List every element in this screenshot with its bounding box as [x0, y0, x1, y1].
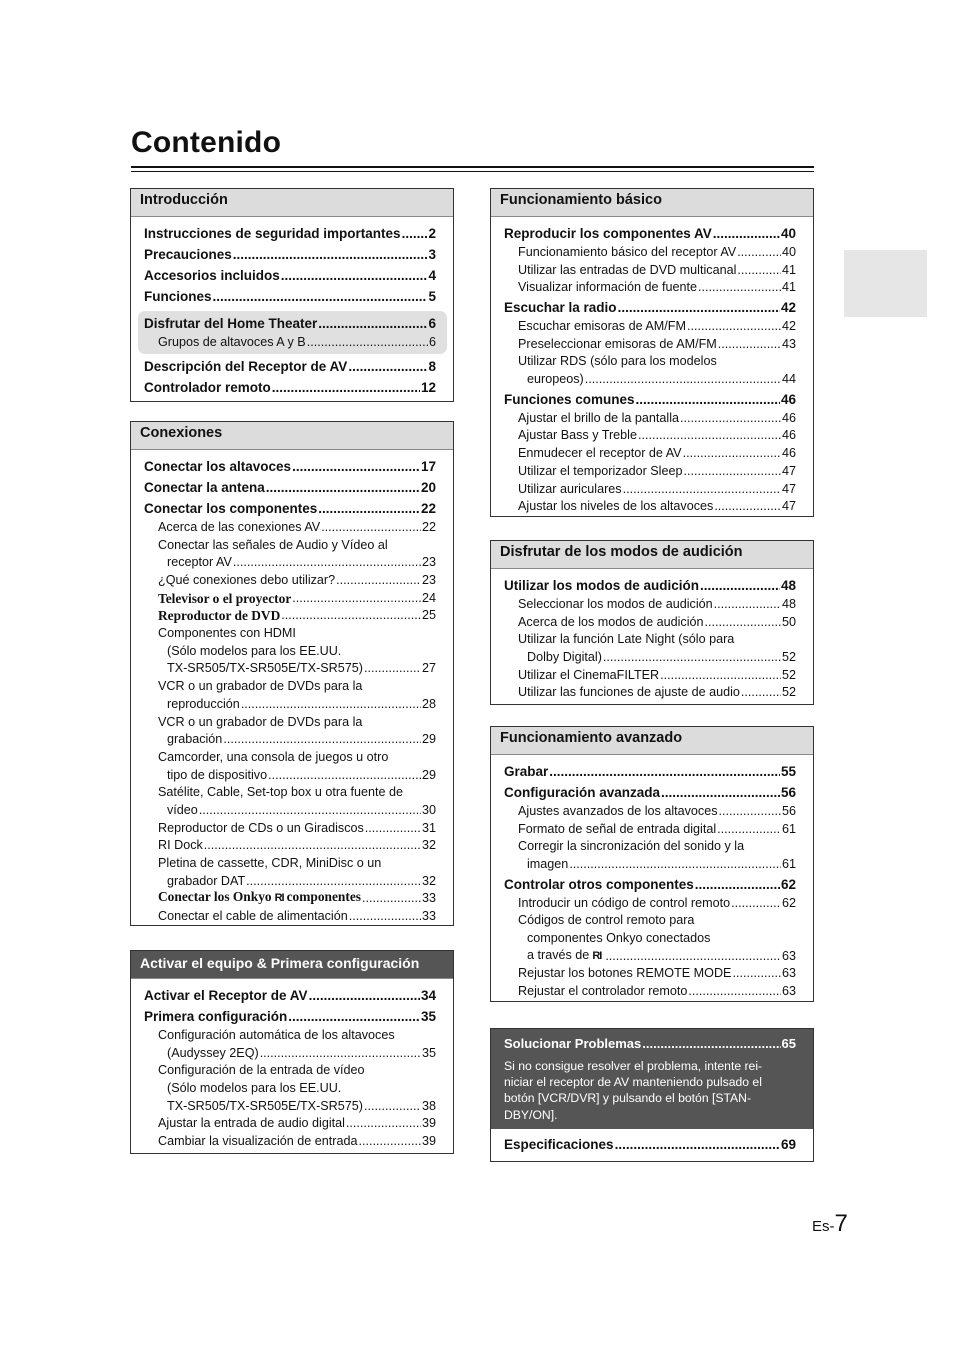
toc-entry[interactable]: Controlar otros componentes ..... 62	[504, 874, 796, 895]
toc-subentry[interactable]: Funcionamiento básico del receptor AV ..... 40	[504, 244, 796, 262]
toc-subentry[interactable]: tipo de dispositivo ..... 29	[144, 767, 436, 785]
toc-subentry[interactable]: Preseleccionar emisoras de AM/FM ..... 43	[504, 336, 796, 354]
toc-entry[interactable]: Especificaciones ..... 69	[504, 1134, 796, 1155]
toc-subentry[interactable]: Formato de señal de entrada digital ..... 61	[504, 821, 796, 839]
toc-subentry[interactable]: vídeo ..... 30	[144, 802, 436, 820]
toc-entry[interactable]: Solucionar Problemas ..... 65	[504, 1033, 796, 1054]
section-heading: Conexiones	[131, 422, 453, 450]
toc-entry[interactable]: Configuración avanzada ..... 56	[504, 782, 796, 803]
toc-subentry-line: Configuración automática de los altavoces	[158, 1028, 395, 1042]
toc-entry[interactable]: Funciones ..... 5	[144, 286, 436, 307]
toc-entry[interactable]: Disfrutar del Home Theater ..... 6	[144, 313, 436, 334]
toc-subentry[interactable]: Ajustar Bass y Treble ..... 46	[504, 428, 796, 446]
page-title: Contenido	[131, 126, 282, 159]
toc-entry[interactable]: Accesorios incluidos ..... 4	[144, 265, 436, 286]
title-rule	[131, 166, 814, 168]
toc-subentry[interactable]: Acerca de las conexiones AV ..... 22	[144, 519, 436, 537]
toc-subentry-line: VCR o un grabador de DVDs para la	[158, 679, 363, 694]
section-heading: Disfrutar de los modos de audición	[491, 541, 813, 569]
title-rule-thin	[131, 171, 814, 172]
toc-entry[interactable]: Conectar los altavoces ..... 17	[144, 456, 436, 477]
ri-logo-icon: RI	[274, 892, 284, 905]
toc-subentry[interactable]: receptor AV ..... 23	[144, 554, 436, 572]
toc-subentry[interactable]: Rejustar los botones REMOTE MODE ..... 63	[504, 966, 796, 984]
toc-entry[interactable]: Activar el Receptor de AV ..... 34	[144, 985, 436, 1006]
toc-subentry[interactable]: Utilizar el CinemaFILTER ..... 52	[504, 667, 796, 685]
toc-subentry[interactable]: Utilizar auriculares ..... 47	[504, 481, 796, 499]
toc-entry[interactable]: Conectar los componentes ..... 22	[144, 498, 436, 519]
toc-subentry-line: componentes Onkyo conectados	[527, 931, 711, 946]
toc-subentry[interactable]: grabación ..... 29	[144, 731, 436, 749]
toc-subentry-line: (Sólo modelos para los EE.UU.	[167, 643, 342, 658]
toc-subentry-line: Conectar las señales de Audio y Vídeo al	[158, 537, 388, 552]
toc-entry[interactable]: Controlador remoto ..... 12	[144, 377, 436, 398]
section-heading: Funcionamiento básico	[491, 189, 813, 217]
toc-subentry[interactable]: Ajustes avanzados de los altavoces ..... 56	[504, 803, 796, 821]
toc-entry[interactable]: Instrucciones de seguridad importantes ..... 2	[144, 223, 436, 244]
section-conexiones	[130, 421, 454, 926]
ri-logo-icon: RI	[592, 949, 602, 962]
toc-subentry[interactable]: TX-SR505/TX-SR505E/TX-SR575) ..... 27	[144, 661, 436, 679]
toc-subentry[interactable]: TX-SR505/TX-SR505E/TX-SR575) ..... 38	[144, 1098, 436, 1116]
section-solucionar-problemas	[490, 1028, 814, 1162]
side-tab	[844, 250, 927, 317]
section-heading: Introducción	[131, 189, 453, 217]
section-funcionamiento-basico	[490, 188, 814, 517]
toc-entry[interactable]: Escuchar la radio ..... 42	[504, 297, 796, 318]
toc-subentry-line: Pletina de cassette, CDR, MiniDisc o un	[158, 856, 382, 871]
toc-subentry[interactable]: grabador DAT ..... 32	[144, 873, 436, 891]
toc-subentry[interactable]: Grupos de altavoces A y B ..... 6	[144, 334, 436, 352]
toc-subentry-line: Camcorder, una consola de juegos u otro	[158, 749, 389, 764]
toc-subentry[interactable]: Cambiar la visualización de entrada ..... 39	[144, 1133, 436, 1151]
section-modos-audicion	[490, 540, 814, 705]
toc-subentry[interactable]: Introducir un código de control remoto ..... 62	[504, 895, 796, 913]
toc-subentry[interactable]: Visualizar información de fuente ..... 41	[504, 279, 796, 297]
section-funcionamiento-avanzado	[490, 726, 814, 1002]
toc-subentry[interactable]: Ajustar los niveles de los altavoces ..... 47	[504, 498, 796, 516]
toc-subentry[interactable]: Utilizar las entradas de DVD multicanal ..... 41	[504, 262, 796, 280]
toc-subentry-line: Utilizar RDS (sólo para los modelos	[518, 354, 717, 369]
toc-subentry[interactable]: ¿Qué conexiones debo utilizar? ..... 23	[144, 572, 436, 590]
toc-subentry[interactable]: Utilizar el temporizador Sleep ..... 47	[504, 463, 796, 481]
toc-entry[interactable]: Utilizar los modos de audición ..... 48	[504, 575, 796, 596]
toc-subentry-line: Componentes con HDMI	[158, 626, 296, 641]
toc-subentry[interactable]: Dolby Digital) ..... 52	[504, 649, 796, 667]
section-activar	[130, 950, 454, 1154]
toc-subentry-line: VCR o un grabador de DVDs para la	[158, 714, 363, 729]
troubleshooting-note: Si no consigue resolver el problema, intente rei-niciar el receptor de AV manteniendo pulsado el botón [VCR/DVR] y pulsando el botón [STAN-DBY/ON].	[504, 1059, 763, 1122]
toc-entry[interactable]: Primera configuración ..... 35	[144, 1006, 436, 1027]
toc-subentry-line: Corregir la sincronización del sonido y la	[518, 839, 745, 854]
troubleshooting-panel	[491, 1029, 813, 1129]
toc-subentry[interactable]: a través de RI ..... 63	[504, 948, 796, 966]
toc-entry[interactable]: Funciones comunes ..... 46	[504, 389, 796, 410]
section-introduccion	[130, 188, 454, 402]
toc-subentry[interactable]: reproducción ..... 28	[144, 696, 436, 714]
toc-subentry[interactable]: Ajustar el brillo de la pantalla ..... 46	[504, 410, 796, 428]
toc-subentry-line: Códigos de control remoto para	[518, 913, 695, 928]
toc-subentry[interactable]: RI Dock ..... 32	[144, 837, 436, 855]
toc-subentry-line: Configuración de la entrada de vídeo	[158, 1063, 365, 1078]
toc-subentry-line: (Sólo modelos para los EE.UU.	[167, 1081, 342, 1096]
toc-entry[interactable]: Reproducir los componentes AV ..... 40	[504, 223, 796, 244]
toc-subentry-line: Utilizar la función Late Night (sólo para	[518, 632, 735, 647]
section-heading: Funcionamiento avanzado	[491, 727, 813, 755]
section-heading: Activar el equipo & Primera configuración	[131, 951, 453, 979]
toc-subentry[interactable]: Reproductor de DVD ..... 25	[144, 607, 436, 625]
toc-subentry[interactable]: Rejustar el controlador remoto ..... 63	[504, 983, 796, 1001]
toc-subentry[interactable]: Reproductor de CDs o un Giradiscos ..... 31	[144, 820, 436, 838]
toc-subentry[interactable]: Acerca de los modos de audición ..... 50	[504, 614, 796, 632]
toc-subentry[interactable]: Seleccionar los modos de audición ..... 48	[504, 596, 796, 614]
toc-subentry[interactable]: Utilizar las funciones de ajuste de audio ..... 52	[504, 684, 796, 702]
toc-subentry[interactable]: Escuchar emisoras de AM/FM ..... 42	[504, 318, 796, 336]
toc-subentry[interactable]: (Audyssey 2EQ) ..... 35	[144, 1045, 436, 1063]
toc-entry[interactable]: Descripción del Receptor de AV ..... 8	[144, 356, 436, 377]
toc-entry[interactable]: Grabar ..... 55	[504, 761, 796, 782]
toc-subentry[interactable]: Conectar el cable de alimentación ..... 33	[144, 908, 436, 926]
page-number: Es-7	[812, 1210, 848, 1237]
highlighted-entry-group	[138, 311, 447, 354]
toc-subentry[interactable]: europeos) ..... 44	[504, 371, 796, 389]
toc-subentry-line: Satélite, Cable, Set-top box u otra fuente de	[158, 785, 404, 800]
toc-entry[interactable]: Precauciones ..... 3	[144, 244, 436, 265]
toc-subentry[interactable]: Enmudecer el receptor de AV ..... 46	[504, 445, 796, 463]
toc-subentry[interactable]: Conectar los Onkyo RI componentes ..... 33	[144, 890, 436, 908]
toc-subentry[interactable]: Televisor o el proyector ..... 24	[144, 590, 436, 608]
toc-subentry[interactable]: imagen ..... 61	[504, 856, 796, 874]
toc-entry[interactable]: Conectar la antena ..... 20	[144, 477, 436, 498]
toc-subentry[interactable]: Ajustar la entrada de audio digital ..... 39	[144, 1115, 436, 1133]
